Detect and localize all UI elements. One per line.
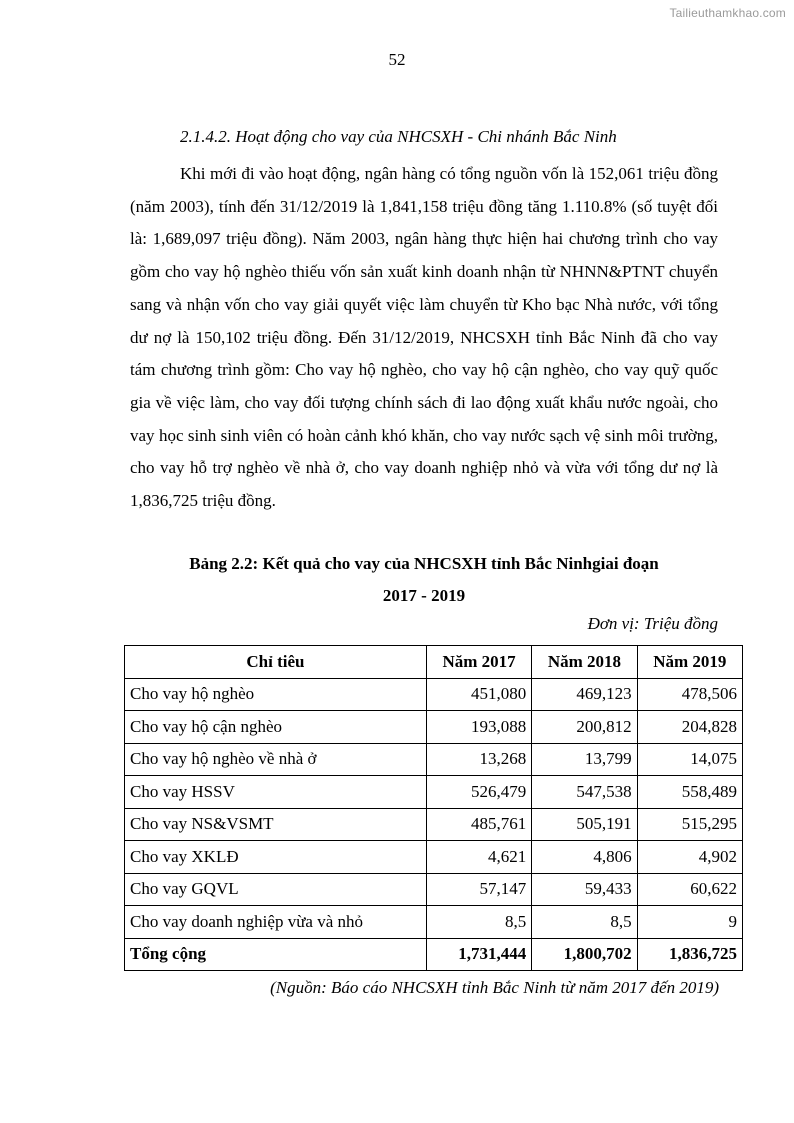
total-2017: 1,731,444 — [426, 938, 531, 971]
cell-2018: 505,191 — [532, 808, 637, 841]
cell-2018: 13,799 — [532, 743, 637, 776]
table-row — [125, 873, 743, 906]
header-year-2017: Năm 2017 — [426, 646, 531, 679]
cell-2017: 451,080 — [426, 678, 531, 711]
cell-2018: 59,433 — [532, 873, 637, 906]
total-2019: 1,836,725 — [637, 938, 742, 971]
table-row — [125, 776, 743, 809]
row-label: Cho vay XKLĐ — [125, 841, 427, 874]
total-label: Tổng cộng — [125, 938, 427, 971]
table-header-row — [125, 646, 743, 679]
table-row — [125, 906, 743, 939]
cell-2017: 4,621 — [426, 841, 531, 874]
cell-2017: 485,761 — [426, 808, 531, 841]
cell-2017: 193,088 — [426, 711, 531, 744]
header-year-2018: Năm 2018 — [532, 646, 637, 679]
unit-note: Đơn vị: Triệu đồng — [587, 614, 718, 633]
row-label: Cho vay HSSV — [125, 776, 427, 809]
cell-2018: 4,806 — [532, 841, 637, 874]
row-label: Cho vay hộ cận nghèo — [125, 711, 427, 744]
header-year-2019: Năm 2019 — [637, 646, 742, 679]
row-label: Cho vay NS&VSMT — [125, 808, 427, 841]
row-label: Cho vay GQVL — [125, 873, 427, 906]
loan-results-table — [124, 645, 743, 971]
section-heading: 2.1.4.2. Hoạt động cho vay của NHCSXH - Chi nhánh Bắc Ninh — [180, 127, 617, 146]
table-row — [125, 808, 743, 841]
row-label: Cho vay hộ nghèo — [125, 678, 427, 711]
cell-2019: 558,489 — [637, 776, 742, 809]
table-row — [125, 743, 743, 776]
cell-2019: 204,828 — [637, 711, 742, 744]
cell-2018: 547,538 — [532, 776, 637, 809]
total-2018: 1,800,702 — [532, 938, 637, 971]
table-row — [125, 678, 743, 711]
cell-2018: 8,5 — [532, 906, 637, 939]
watermark: Tailieuthamkhao.com — [669, 6, 786, 20]
cell-2018: 469,123 — [532, 678, 637, 711]
table-row — [125, 711, 743, 744]
cell-2017: 57,147 — [426, 873, 531, 906]
table-caption-line-2: 2017 - 2019 — [382, 586, 466, 605]
cell-2019: 9 — [637, 906, 742, 939]
cell-2017: 526,479 — [426, 776, 531, 809]
cell-2019: 478,506 — [637, 678, 742, 711]
cell-2019: 14,075 — [637, 743, 742, 776]
header-indicator: Chỉ tiêu — [125, 646, 427, 679]
row-label: Cho vay doanh nghiệp vừa và nhỏ — [125, 906, 427, 939]
cell-2019: 60,622 — [637, 873, 742, 906]
table-caption — [130, 548, 718, 612]
table-caption-line-1: Bảng 2.2: Kết quả cho vay của NHCSXH tỉnh Bắc Ninhgiai đoạn — [189, 554, 659, 573]
table-row — [125, 841, 743, 874]
cell-2019: 515,295 — [637, 808, 742, 841]
cell-2017: 13,268 — [426, 743, 531, 776]
page-number: 52 — [388, 50, 406, 69]
source-note: (Nguồn: Báo cáo NHCSXH tỉnh Bắc Ninh từ năm 2017 đến 2019) — [270, 978, 719, 997]
cell-2019: 4,902 — [637, 841, 742, 874]
table-total-row — [125, 938, 743, 971]
cell-2017: 8,5 — [426, 906, 531, 939]
cell-2018: 200,812 — [532, 711, 637, 744]
body-paragraph: Khi mới đi vào hoạt động, ngân hàng có tổng nguồn vốn là 152,061 triệu đồng (năm 2003), tính đến 31/12/2019 là 1,841,158 triệu đồng tăng 1.110.8% (số tuyệt đối là: 1,689,097 triệu đồng). Năm 2003, ngân hàng thực hiện hai chương trình cho vay gồm cho vay hộ nghèo thiếu vốn sản xuất kinh doanh nhận từ NHNN&PTNT chuyển sang và nhận vốn cho vay giải quyết việc làm chuyển từ Kho bạc Nhà nước, với tổng dư nợ là 150,102 triệu đồng. Đến 31/12/2019, NHCSXH tỉnh Bắc Ninh đã cho vay tám chương trình gồm: Cho vay hộ nghèo, cho vay hộ cận nghèo, cho vay quỹ quốc gia về việc làm, cho vay đối tượng chính sách đi lao động xuất khẩu nước ngoài, cho vay học sinh sinh viên có hoàn cảnh khó khăn, cho vay nước sạch vệ sinh môi trường, cho vay hỗ trợ nghèo về nhà ở, cho vay doanh nghiệp nhỏ và vừa với tổng dư nợ là 1,836,725 triệu đồng. — [130, 164, 718, 511]
row-label: Cho vay hộ nghèo về nhà ở — [125, 743, 427, 776]
